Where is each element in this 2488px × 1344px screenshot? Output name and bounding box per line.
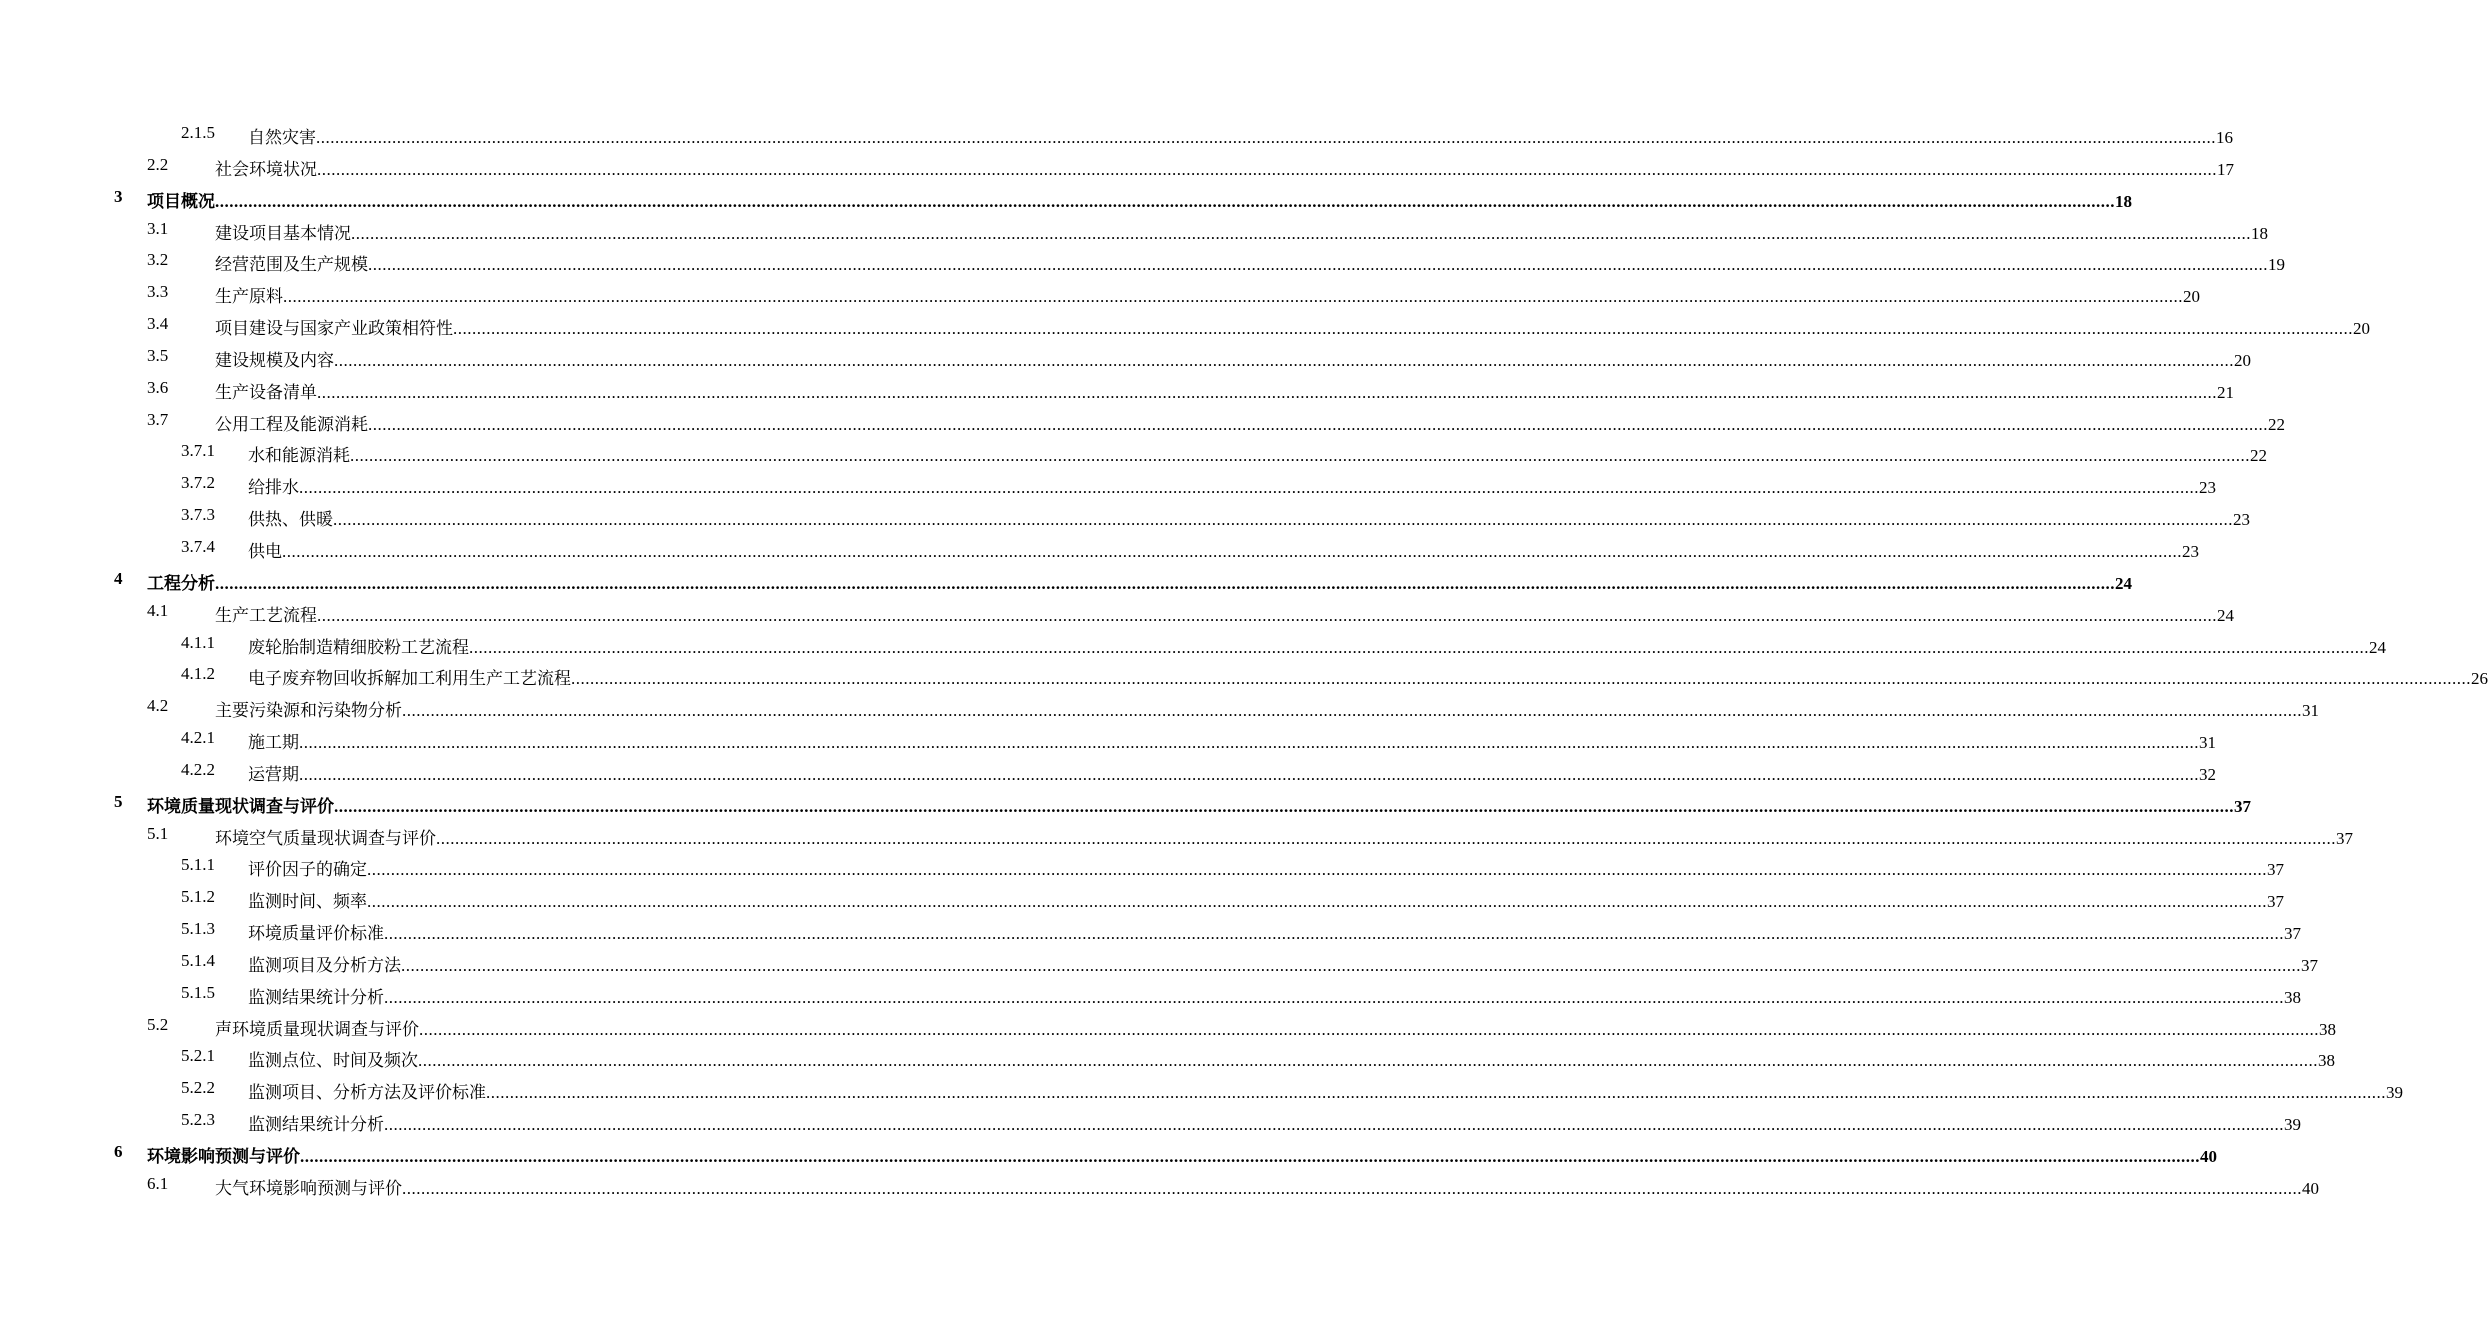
toc-entry-line bbox=[248, 760, 2216, 785]
toc-entry-page-number: 23 bbox=[2182, 541, 2199, 561]
toc-entry-title: 供热、供暖 bbox=[248, 510, 333, 530]
toc-entry-line bbox=[248, 887, 2284, 912]
toc-entry[interactable] bbox=[0, 914, 2301, 946]
toc-entry-title: 社会环境状况 bbox=[215, 159, 317, 179]
toc-entry-number: 3.7.3 bbox=[181, 505, 215, 525]
toc-entry-number: 4 bbox=[114, 568, 123, 588]
dot-leader: ................................................................................................................................................................................................................................................................................................................................................................................................................ bbox=[215, 191, 2115, 211]
toc-entry[interactable] bbox=[0, 659, 2488, 691]
toc-entry-line bbox=[215, 601, 2234, 626]
toc-entry-title: 废轮胎制造精细胶粉工艺流程 bbox=[248, 637, 469, 657]
toc-entry-page-number: 39 bbox=[2284, 1115, 2301, 1135]
toc-entry-number: 5.2.2 bbox=[181, 1078, 215, 1098]
toc-entry-number: 3.7.1 bbox=[181, 441, 215, 461]
toc-entry-page-number: 40 bbox=[2302, 1178, 2319, 1198]
toc-entry-number: 4.1.1 bbox=[181, 632, 215, 652]
toc-entry[interactable] bbox=[0, 150, 2234, 182]
toc-entry-line bbox=[248, 728, 2216, 753]
dot-leader: ................................................................................................................................................................................................................................................................................................................................................................................................................ bbox=[299, 733, 2199, 753]
toc-entry-page-number: 24 bbox=[2217, 605, 2234, 625]
toc-entry-title: 监测结果统计分析 bbox=[248, 1115, 384, 1135]
toc-entry-title: 大气环境影响预测与评价 bbox=[215, 1178, 402, 1198]
toc-entry-number: 6 bbox=[114, 1142, 123, 1161]
toc-entry-title: 项目概况 bbox=[147, 191, 215, 211]
toc-entry-line bbox=[248, 537, 2199, 562]
toc-entry-page-number: 26 bbox=[2471, 669, 2488, 689]
toc-entry-line bbox=[215, 250, 2285, 275]
dot-leader: ................................................................................................................................................................................................................................................................................................................................................................................................................ bbox=[334, 796, 2234, 816]
toc-entry-line bbox=[147, 187, 2132, 212]
toc-entry-title: 运营期 bbox=[248, 764, 299, 784]
toc-entry-number: 5.1.2 bbox=[181, 887, 215, 907]
toc-entry-number: 5.1.4 bbox=[181, 950, 215, 970]
toc-entry[interactable] bbox=[0, 978, 2301, 1010]
toc-entry-number: 3.7.4 bbox=[181, 536, 215, 556]
toc-entry-number: 3.7.2 bbox=[181, 473, 215, 493]
toc-entry-page-number: 17 bbox=[2217, 159, 2234, 179]
dot-leader: ................................................................................................................................................................................................................................................................................................................................................................................................................ bbox=[316, 128, 2216, 147]
toc-entry-page-number: 37 bbox=[2267, 860, 2284, 880]
toc-entry[interactable] bbox=[0, 850, 2284, 882]
toc-entry-line bbox=[215, 1174, 2319, 1199]
toc-entry-title: 建设项目基本情况 bbox=[215, 223, 351, 243]
toc-entry[interactable] bbox=[0, 341, 2251, 373]
toc-entry-line bbox=[215, 219, 2268, 244]
dot-leader: ................................................................................................................................................................................................................................................................................................................................................................................................................ bbox=[368, 255, 2268, 275]
toc-entry-title: 环境质量现状调查与评价 bbox=[147, 796, 334, 816]
toc-entry-page-number: 23 bbox=[2233, 510, 2250, 530]
toc-entry[interactable] bbox=[0, 468, 2216, 500]
dot-leader: ................................................................................................................................................................................................................................................................................................................................................................................................................ bbox=[418, 1051, 2318, 1071]
toc-entry-number: 5.2.3 bbox=[181, 1110, 215, 1130]
toc-entry-number: 5.1.3 bbox=[181, 919, 215, 939]
toc-entry[interactable] bbox=[0, 1137, 2217, 1169]
toc-entry-page-number: 37 bbox=[2284, 924, 2301, 944]
toc-entry-page-number: 31 bbox=[2199, 733, 2216, 753]
dot-leader: ................................................................................................................................................................................................................................................................................................................................................................................................................ bbox=[436, 828, 2336, 848]
toc-entry[interactable] bbox=[0, 532, 2199, 564]
toc-entry-number: 3.3 bbox=[147, 282, 169, 302]
toc-entry-title: 生产工艺流程 bbox=[215, 605, 317, 625]
toc-entry-page-number: 20 bbox=[2353, 319, 2370, 339]
toc-entry-page-number: 22 bbox=[2250, 446, 2267, 466]
toc-entry-line bbox=[215, 410, 2285, 435]
toc-entry[interactable] bbox=[0, 500, 2250, 532]
toc-entry[interactable] bbox=[0, 819, 2353, 851]
toc-entry[interactable] bbox=[0, 405, 2285, 437]
toc-entry-page-number: 20 bbox=[2234, 350, 2251, 370]
toc-entry-line bbox=[215, 314, 2370, 339]
toc-entry-title: 经营范围及生产规模 bbox=[215, 255, 368, 275]
dot-leader: ................................................................................................................................................................................................................................................................................................................................................................................................................ bbox=[486, 1083, 2386, 1103]
toc-entry-title: 环境影响预测与评价 bbox=[147, 1147, 300, 1166]
toc-entry-title: 评价因子的确定 bbox=[248, 860, 367, 880]
toc-entry[interactable] bbox=[0, 787, 2251, 819]
toc-entry-line bbox=[147, 569, 2132, 594]
dot-leader: ................................................................................................................................................................................................................................................................................................................................................................................................................ bbox=[384, 924, 2284, 944]
toc-entry-title: 给排水 bbox=[248, 478, 299, 498]
toc-entry[interactable] bbox=[0, 214, 2268, 246]
toc-entry-line bbox=[248, 1078, 2403, 1103]
dot-leader: ................................................................................................................................................................................................................................................................................................................................................................................................................ bbox=[351, 223, 2251, 243]
toc-entry-number: 3.5 bbox=[147, 345, 169, 365]
dot-leader: ................................................................................................................................................................................................................................................................................................................................................................................................................ bbox=[469, 637, 2369, 657]
toc-entry-page-number: 24 bbox=[2369, 637, 2386, 657]
toc-entry-line bbox=[147, 1142, 2217, 1167]
toc-entry-line bbox=[248, 983, 2301, 1008]
toc-entry-title: 水和能源消耗 bbox=[248, 446, 350, 466]
dot-leader: ................................................................................................................................................................................................................................................................................................................................................................................................................ bbox=[384, 1115, 2284, 1135]
dot-leader: ................................................................................................................................................................................................................................................................................................................................................................................................................ bbox=[571, 669, 2471, 689]
toc-entry[interactable] bbox=[0, 118, 2233, 150]
toc-entry-number: 4.2 bbox=[147, 696, 169, 716]
toc-entry-number: 4.1 bbox=[147, 600, 169, 620]
toc-entry-number: 6.1 bbox=[147, 1173, 169, 1193]
toc-entry-title: 电子废弃物回收拆解加工利用生产工艺流程 bbox=[248, 669, 571, 689]
toc-entry-line bbox=[215, 696, 2319, 721]
toc-entry-title: 工程分析 bbox=[147, 573, 215, 593]
toc-entry-page-number: 16 bbox=[2216, 128, 2233, 147]
dot-leader: ................................................................................................................................................................................................................................................................................................................................................................................................................ bbox=[402, 1178, 2302, 1198]
toc-entry-number: 5.2.1 bbox=[181, 1046, 215, 1066]
toc-entry-page-number: 23 bbox=[2199, 478, 2216, 498]
dot-leader: ................................................................................................................................................................................................................................................................................................................................................................................................................ bbox=[368, 414, 2268, 434]
dot-leader: ................................................................................................................................................................................................................................................................................................................................................................................................................ bbox=[367, 892, 2267, 912]
toc-entry-title: 监测项目、分析方法及评价标准 bbox=[248, 1083, 486, 1103]
dot-leader: ................................................................................................................................................................................................................................................................................................................................................................................................................ bbox=[453, 319, 2353, 339]
toc-entry-page-number: 18 bbox=[2115, 191, 2132, 211]
toc-entry-number: 4.2.2 bbox=[181, 759, 215, 779]
toc-entry-page-number: 39 bbox=[2386, 1083, 2403, 1103]
toc-entry-title: 施工期 bbox=[248, 733, 299, 753]
toc-entry-number: 3.4 bbox=[147, 314, 169, 334]
toc-entry-title: 建设规模及内容 bbox=[215, 350, 334, 370]
toc-entry-page-number: 37 bbox=[2234, 796, 2251, 816]
dot-leader: ................................................................................................................................................................................................................................................................................................................................................................................................................ bbox=[299, 764, 2199, 784]
toc-entry-line bbox=[248, 633, 2386, 658]
toc-entry-page-number: 21 bbox=[2217, 382, 2234, 402]
toc-entry-line bbox=[215, 155, 2234, 180]
toc-entry-number: 4.2.1 bbox=[181, 728, 215, 748]
toc-entry-page-number: 20 bbox=[2183, 287, 2200, 307]
toc-entry[interactable] bbox=[0, 309, 2370, 341]
toc-entry-line bbox=[215, 346, 2251, 371]
toc-entry-number: 5.1 bbox=[147, 823, 169, 843]
toc-entry-title: 监测项目及分析方法 bbox=[248, 955, 401, 975]
toc-entry-title: 生产设备清单 bbox=[215, 382, 317, 402]
dot-leader: ................................................................................................................................................................................................................................................................................................................................................................................................................ bbox=[317, 605, 2217, 625]
toc-entry[interactable] bbox=[0, 277, 2200, 309]
toc-entry-title: 项目建设与国家产业政策相符性 bbox=[215, 319, 453, 339]
toc-entry-number: 3.2 bbox=[147, 250, 169, 270]
toc-entry-line bbox=[248, 664, 2488, 689]
toc-entry[interactable] bbox=[0, 755, 2216, 787]
toc-entry-number: 3.6 bbox=[147, 377, 169, 397]
toc-entry-title: 生产原料 bbox=[215, 287, 283, 307]
toc-entry[interactable] bbox=[0, 1010, 2336, 1042]
toc-entry[interactable] bbox=[0, 596, 2234, 628]
toc-entry-number: 5.2 bbox=[147, 1014, 169, 1034]
toc-entry[interactable] bbox=[0, 691, 2319, 723]
toc-entry-page-number: 31 bbox=[2302, 701, 2319, 721]
dot-leader: ................................................................................................................................................................................................................................................................................................................................................................................................................ bbox=[402, 701, 2302, 721]
dot-leader: ................................................................................................................................................................................................................................................................................................................................................................................................................ bbox=[401, 955, 2301, 975]
toc-entry-page-number: 38 bbox=[2318, 1051, 2335, 1071]
toc-entry[interactable] bbox=[0, 245, 2285, 277]
toc-entry-line bbox=[215, 378, 2234, 403]
toc-entry-page-number: 37 bbox=[2267, 892, 2284, 912]
toc-entry-number: 3.7 bbox=[147, 409, 169, 429]
toc-entry-line bbox=[248, 1046, 2335, 1071]
toc-entry-line bbox=[248, 473, 2216, 498]
toc-entry-line bbox=[248, 505, 2250, 530]
toc-entry-line bbox=[215, 824, 2353, 849]
toc-entry-title: 环境空气质量现状调查与评价 bbox=[215, 828, 436, 848]
toc-entry[interactable] bbox=[0, 373, 2234, 405]
toc-entry-page-number: 38 bbox=[2284, 987, 2301, 1007]
toc-entry-title: 监测点位、时间及频次 bbox=[248, 1051, 418, 1071]
toc-entry-line bbox=[215, 282, 2200, 307]
toc-entry-title: 自然灾害 bbox=[248, 128, 316, 147]
toc-entry-page-number: 37 bbox=[2301, 955, 2318, 975]
toc-entry-page-number: 19 bbox=[2268, 255, 2285, 275]
toc-entry-line bbox=[248, 1110, 2301, 1135]
toc-entry-title: 环境质量评价标准 bbox=[248, 924, 384, 944]
toc-entry[interactable] bbox=[0, 723, 2216, 755]
toc-entry-number: 2.1.5 bbox=[181, 123, 215, 142]
toc-entry-title: 监测时间、频率 bbox=[248, 892, 367, 912]
toc-entry[interactable] bbox=[0, 1105, 2301, 1137]
toc-entry[interactable] bbox=[0, 1041, 2335, 1073]
toc-entry[interactable] bbox=[0, 1073, 2403, 1105]
toc-entry-number: 5.1.1 bbox=[181, 855, 215, 875]
dot-leader: ................................................................................................................................................................................................................................................................................................................................................................................................................ bbox=[282, 541, 2182, 561]
toc-entry-line bbox=[248, 123, 2233, 148]
toc-entry[interactable] bbox=[0, 946, 2318, 978]
dot-leader: ................................................................................................................................................................................................................................................................................................................................................................................................................ bbox=[350, 446, 2250, 466]
dot-leader: ................................................................................................................................................................................................................................................................................................................................................................................................................ bbox=[384, 987, 2284, 1007]
dot-leader: ................................................................................................................................................................................................................................................................................................................................................................................................................ bbox=[333, 510, 2233, 530]
dot-leader: ................................................................................................................................................................................................................................................................................................................................................................................................................ bbox=[334, 350, 2234, 370]
dot-leader: ................................................................................................................................................................................................................................................................................................................................................................................................................ bbox=[419, 1019, 2319, 1039]
dot-leader: ................................................................................................................................................................................................................................................................................................................................................................................................................ bbox=[317, 382, 2217, 402]
toc-entry-page-number: 24 bbox=[2115, 573, 2132, 593]
dot-leader: ................................................................................................................................................................................................................................................................................................................................................................................................................ bbox=[283, 287, 2183, 307]
toc-entry[interactable] bbox=[0, 628, 2386, 660]
toc-entry-title: 公用工程及能源消耗 bbox=[215, 414, 368, 434]
dot-leader: ................................................................................................................................................................................................................................................................................................................................................................................................................ bbox=[299, 478, 2199, 498]
toc-entry[interactable] bbox=[0, 882, 2284, 914]
toc-entry-page-number: 32 bbox=[2199, 764, 2216, 784]
dot-leader: ................................................................................................................................................................................................................................................................................................................................................................................................................ bbox=[367, 860, 2267, 880]
toc-entry-line bbox=[248, 951, 2318, 976]
dot-leader: ................................................................................................................................................................................................................................................................................................................................................................................................................ bbox=[215, 573, 2115, 593]
toc-entry-line bbox=[248, 919, 2301, 944]
dot-leader: ................................................................................................................................................................................................................................................................................................................................................................................................................ bbox=[300, 1147, 2200, 1166]
toc-entry-number: 3.1 bbox=[147, 218, 169, 238]
toc-entry-title: 主要污染源和污染物分析 bbox=[215, 701, 402, 721]
toc-entry-title: 监测结果统计分析 bbox=[248, 987, 384, 1007]
toc-entry-line bbox=[248, 441, 2267, 466]
toc-entry-number: 2.2 bbox=[147, 154, 169, 174]
toc-entry-number: 5.1.5 bbox=[181, 982, 215, 1002]
toc-entry-title: 声环境质量现状调查与评价 bbox=[215, 1019, 419, 1039]
toc-entry-number: 3 bbox=[114, 186, 123, 206]
toc-entry-line bbox=[147, 792, 2251, 817]
toc-entry-number: 5 bbox=[114, 791, 123, 811]
table-of-contents bbox=[0, 118, 2488, 1201]
toc-entry[interactable] bbox=[0, 436, 2267, 468]
toc-entry[interactable] bbox=[0, 564, 2132, 596]
toc-entry-page-number: 22 bbox=[2268, 414, 2285, 434]
toc-entry-page-number: 38 bbox=[2319, 1019, 2336, 1039]
toc-entry-line bbox=[215, 1015, 2336, 1040]
toc-entry-page-number: 37 bbox=[2336, 828, 2353, 848]
toc-entry-title: 供电 bbox=[248, 541, 282, 561]
toc-entry-page-number: 40 bbox=[2200, 1147, 2217, 1166]
toc-entry[interactable] bbox=[0, 1169, 2319, 1201]
toc-entry[interactable] bbox=[0, 182, 2132, 214]
toc-entry-number: 4.1.2 bbox=[181, 664, 215, 684]
toc-entry-line bbox=[248, 855, 2284, 880]
toc-entry-page-number: 18 bbox=[2251, 223, 2268, 243]
dot-leader: ................................................................................................................................................................................................................................................................................................................................................................................................................ bbox=[317, 159, 2217, 179]
